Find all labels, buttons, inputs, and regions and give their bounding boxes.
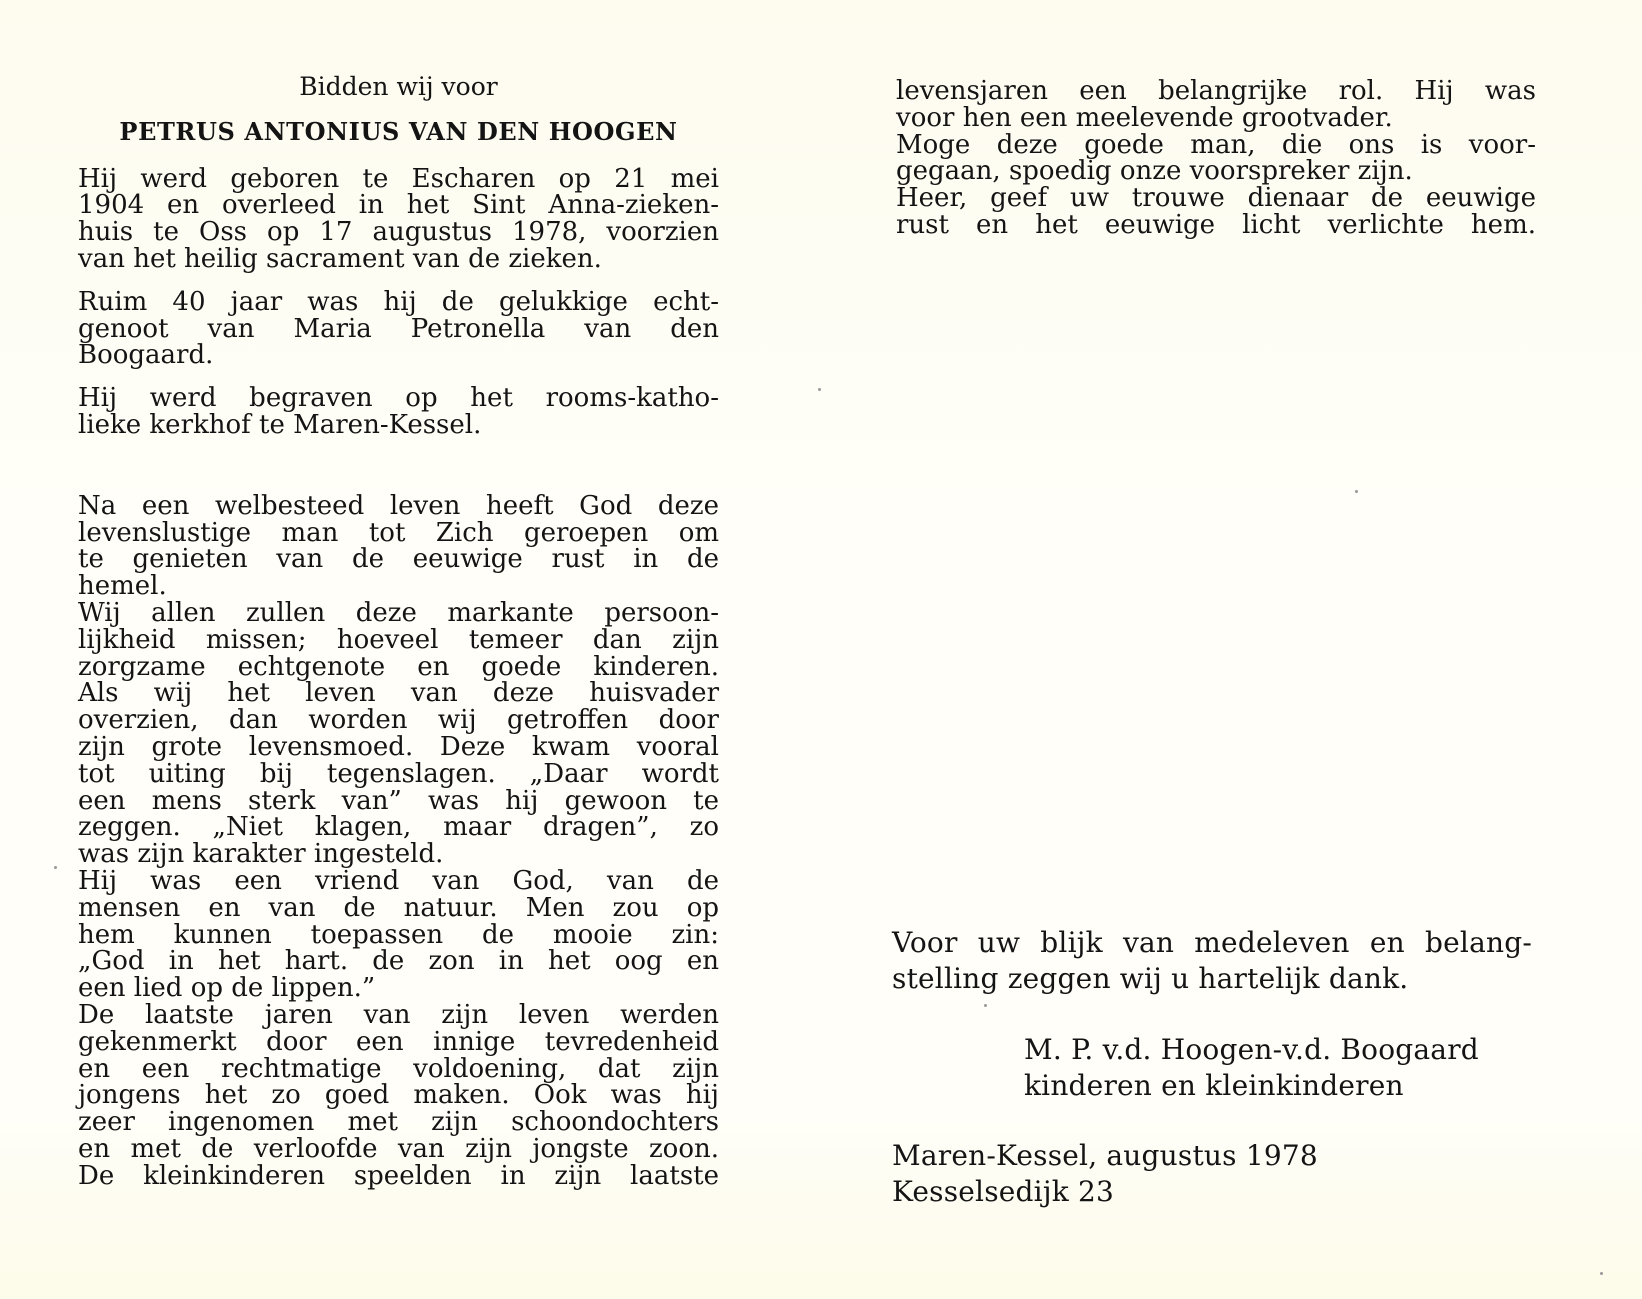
text-line: Maren-Kessel, augustus 1978	[892, 1139, 1318, 1172]
burial-paragraph	[78, 385, 719, 439]
print-speck	[1355, 490, 1358, 493]
text-line: huis te Oss op 17 augustus 1978, voorzien	[78, 217, 719, 248]
eulogy-paragraph	[78, 490, 719, 1191]
right-column	[896, 78, 1536, 239]
print-speck	[984, 1004, 987, 1007]
text-line: gegaan, spoedig onze voorspreker zijn.	[896, 156, 1413, 187]
text-line: Boogaard.	[78, 340, 214, 371]
text-line: levensjaren een belangrijke rol. Hij was	[896, 76, 1536, 106]
text-line: Hij werd geboren te Escharen op 21 mei	[78, 163, 719, 194]
eulogy-continued-paragraph	[896, 78, 1536, 239]
birth-death-paragraph	[78, 163, 719, 274]
text-line: en met de verloofde van zijn jongste zoon.	[78, 1133, 719, 1164]
text-line: Hij werd begraven op het rooms-katho-	[78, 383, 719, 414]
text-line: Heer, geef uw trouwe dienaar de eeuwige	[896, 183, 1536, 214]
text-line: Moge deze goede man, die ons is voor-	[896, 129, 1536, 160]
text-line: overzien, dan worden wij getroffen door	[78, 705, 719, 736]
text-line: hemel.	[78, 571, 167, 602]
text-line: zeggen. „Niet klagen, maar dragen”, zo	[78, 812, 719, 843]
left-column	[78, 72, 719, 1189]
marriage-paragraph	[78, 286, 719, 371]
text-line: en een rechtmatige voldoening, dat zijn	[78, 1053, 719, 1084]
text-line: te genieten van de eeuwige rust in de	[78, 544, 719, 575]
intro-heading: Bidden wij voor	[299, 72, 498, 101]
text-line: stelling zeggen wij u hartelijk dank.	[892, 962, 1409, 995]
text-line: jongens het zo goed maken. Ook was hij	[78, 1080, 719, 1111]
text-line: hem kunnen toepassen de mooie zin:	[78, 919, 719, 950]
place-and-date	[892, 1138, 1412, 1210]
text-line: mensen en van de natuur. Men zou op	[78, 892, 719, 923]
text-line: zijn grote levensmoed. Deze kwam vooral	[78, 731, 719, 762]
text-line: De laatste jaren van zijn leven werden	[78, 999, 719, 1030]
text-line: Kesselsedijk 23	[892, 1175, 1114, 1208]
family-signature	[1024, 1032, 1544, 1104]
text-line: lijkheid missen; hoeveel temeer dan zijn	[78, 624, 719, 655]
text-line: tot uiting bij tegenslagen. „Daar wordt	[78, 758, 719, 789]
text-line: van het heilig sacrament van de zieken.	[78, 243, 602, 274]
thanks-message	[892, 925, 1532, 997]
deceased-name: PETRUS ANTONIUS VAN DEN HOOGEN	[119, 116, 678, 146]
text-line: Als wij het leven van deze huisvader	[78, 678, 719, 709]
text-line: lieke kerkhof te Maren-Kessel.	[78, 409, 482, 440]
text-line: kinderen en kleinkinderen	[1024, 1069, 1404, 1102]
text-line: genoot van Maria Petronella van den	[78, 313, 719, 344]
text-line: levenslustige man tot Zich geroepen om	[78, 517, 719, 548]
text-line: Na een welbesteed leven heeft God deze	[78, 490, 719, 521]
print-speck	[1600, 1272, 1603, 1275]
text-line: Ruim 40 jaar was hij de gelukkige echt-	[78, 286, 719, 317]
text-line: 1904 en overleed in het Sint Anna-zieken-	[78, 190, 719, 221]
text-line: Voor uw blijk van medeleven en belang-	[892, 926, 1532, 959]
text-line: een mens sterk van” was hij gewoon te	[78, 785, 719, 816]
text-line: voor hen een meelevende grootvader.	[896, 102, 1393, 133]
print-speck	[54, 866, 57, 869]
text-line: een lied op de lippen.”	[78, 973, 376, 1004]
text-line: was zijn karakter ingesteld.	[78, 839, 444, 870]
text-line: rust en het eeuwige licht verlichte hem.	[896, 209, 1536, 240]
text-line: De kleinkinderen speelden in zijn laatste	[78, 1160, 719, 1191]
text-line: „God in het hart. de zon in het oog en	[78, 946, 719, 977]
text-line: gekenmerkt door een innige tevredenheid	[78, 1026, 719, 1057]
text-line: M. P. v.d. Hoogen-v.d. Boogaard	[1024, 1033, 1479, 1066]
text-line: Hij was een vriend van God, van de	[78, 865, 719, 896]
text-line: zorgzame echtgenote en goede kinderen.	[78, 651, 719, 682]
text-line: Wij allen zullen deze markante persoon-	[78, 597, 719, 628]
text-line: zeer ingenomen met zijn schoondochters	[78, 1107, 719, 1138]
print-speck	[818, 388, 821, 391]
